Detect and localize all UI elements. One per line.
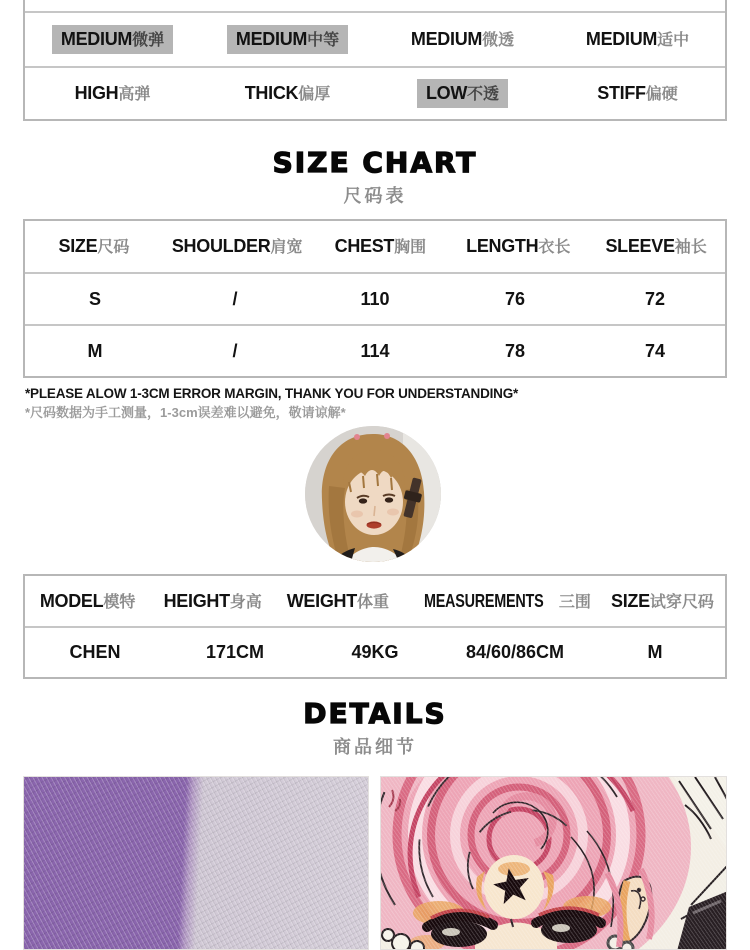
header-sleeve: SLEEVE袖长 — [605, 236, 707, 256]
fabric-cell-sheer: MEDIUM微透 — [410, 29, 515, 49]
size-chart-subtitle: 尺码表 — [343, 186, 407, 206]
size-row-s: S / 110 76 72 — [25, 274, 725, 326]
header-chest: CHEST胸围 — [334, 236, 427, 256]
header-measurements: MEASUREMENTS 三围 — [424, 590, 591, 611]
note-line-zh: *尺码数据为手工测量，1-3cm误差难以避免，敬请谅解* — [25, 405, 346, 420]
header-shoulder: SHOULDER肩宽 — [171, 236, 303, 256]
header-weight: WEIGHT体重 — [286, 590, 389, 611]
fabric-row-1 — [25, 13, 725, 68]
detail-photo-anime-print — [380, 776, 727, 950]
header-fit-size: SIZE试穿尺码 — [611, 590, 714, 611]
fabric-cell-stretch-alt: HIGH高弹 — [74, 83, 151, 103]
measurement-note — [25, 386, 518, 421]
model-table-row: CHEN 171CM 49KG 84/60/86CM M — [69, 642, 663, 662]
fabric-row-2 — [25, 68, 725, 119]
header-size: SIZE尺码 — [58, 236, 130, 256]
size-row-m: M / 114 78 74 — [87, 340, 666, 361]
header-length: LENGTH衣长 — [466, 236, 571, 256]
size-table-header — [25, 221, 725, 274]
model-portrait-photo — [305, 426, 441, 562]
fabric-cell-stretch: MEDIUM微弹 — [52, 25, 173, 54]
fabric-cell-sheer-alt: LOW不透 — [417, 79, 508, 108]
detail-photo-fabric-closeup — [23, 776, 369, 950]
details-title: DETAILS — [303, 697, 447, 730]
size-chart-table — [23, 219, 727, 378]
fabric-cell-thickness-alt: THICK偏厚 — [244, 83, 331, 103]
fabric-cell-softness-alt: STIFF偏硬 — [597, 83, 678, 103]
details-subtitle: 商品细节 — [333, 737, 417, 757]
size-chart-title: SIZE CHART — [272, 146, 478, 179]
fabric-properties-table — [23, 0, 727, 121]
cropped-row — [25, 0, 725, 13]
header-model: MODEL模特 — [39, 590, 136, 611]
model-portrait-illustration — [305, 426, 441, 562]
model-table-header — [25, 576, 725, 628]
header-height: HEIGHT身高 — [163, 590, 262, 611]
model-info-table — [23, 574, 727, 679]
anime-print-illustration — [381, 777, 727, 950]
fabric-cell-thickness: MEDIUM中等 — [227, 25, 348, 54]
fabric-cell-softness: MEDIUM适中 — [585, 29, 690, 49]
note-line-en: *PLEASE ALOW 1-3CM ERROR MARGIN, THANK YOU FOR UNDERSTANDING* — [25, 386, 519, 401]
